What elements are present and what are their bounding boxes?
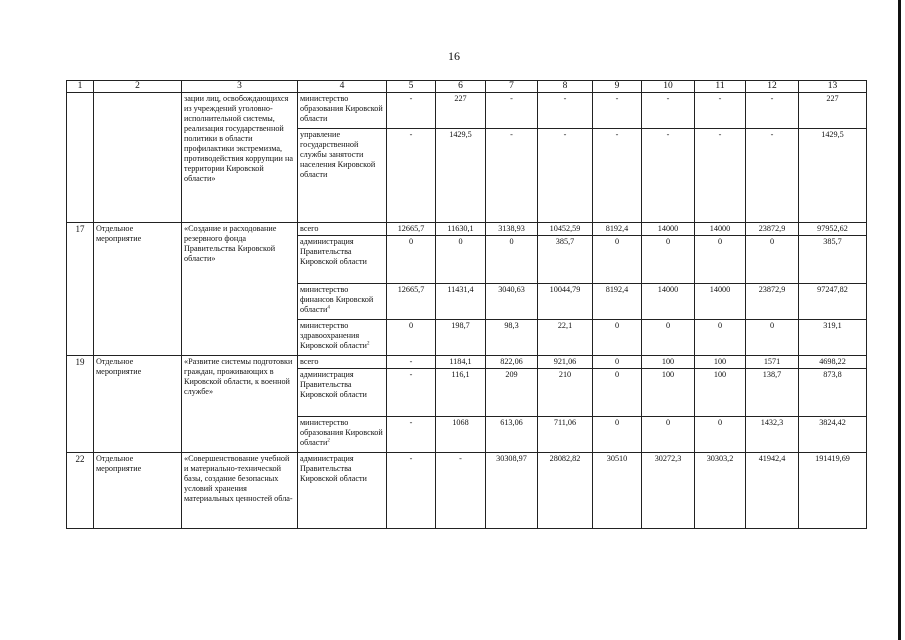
executor-label: управление государственной службы занятости населения Кировской области: [300, 130, 376, 179]
amount-cell: 0: [387, 236, 436, 284]
amount-cell: -: [642, 93, 695, 129]
amount-cell: 100: [642, 356, 695, 369]
amount-cell: 8192,4: [593, 223, 642, 236]
executor-label: всего: [300, 357, 319, 366]
amount-cell: 0: [695, 320, 746, 356]
amount-cell: 14000: [642, 223, 695, 236]
amount-cell: 12665,7: [387, 223, 436, 236]
executor-label: администрация Правительства Кировской области: [300, 370, 367, 399]
event-type-cell: Отдельное мероприятие: [94, 453, 182, 529]
amount-cell: -: [746, 93, 799, 129]
amount-cell: 613,06: [486, 417, 538, 453]
amount-cell: 30308,97: [486, 453, 538, 529]
table-row: [67, 356, 867, 369]
amount-cell: 319,1: [799, 320, 867, 356]
amount-cell: -: [593, 129, 642, 223]
amount-cell: 138,7: [746, 369, 799, 417]
column-header: 7: [486, 81, 538, 93]
amount-cell: -: [387, 369, 436, 417]
executor-cell: [298, 129, 387, 223]
executor-label: министерство образования Кировской области: [300, 94, 383, 123]
executor-label: администрация Правительства Кировской области: [300, 237, 367, 266]
table-row: [67, 223, 867, 236]
amount-cell: 23872,9: [746, 284, 799, 320]
amount-cell: 0: [593, 320, 642, 356]
amount-cell: 0: [593, 236, 642, 284]
amount-cell: 209: [486, 369, 538, 417]
amount-cell: 3138,93: [486, 223, 538, 236]
executor-cell: [298, 320, 387, 356]
amount-cell: 1068: [436, 417, 486, 453]
executor-label: министерство образования Кировской области: [300, 418, 383, 447]
amount-cell: -: [642, 129, 695, 223]
amount-cell: 822,06: [486, 356, 538, 369]
column-header: 4: [298, 81, 387, 93]
amount-cell: -: [538, 93, 593, 129]
executor-cell: [298, 284, 387, 320]
column-header: 8: [538, 81, 593, 93]
event-number-cell: 17: [67, 223, 94, 356]
table-row: [67, 93, 867, 129]
amount-cell: 0: [746, 320, 799, 356]
amount-cell: 30272,3: [642, 453, 695, 529]
amount-cell: 100: [642, 369, 695, 417]
executor-label: министерство здравоохранения Кировской области: [300, 321, 367, 350]
amount-cell: 10044,79: [538, 284, 593, 320]
amount-cell: -: [387, 453, 436, 529]
amount-cell: -: [486, 93, 538, 129]
amount-cell: 0: [436, 236, 486, 284]
executor-cell: [298, 236, 387, 284]
column-header: 2: [94, 81, 182, 93]
amount-cell: 98,3: [486, 320, 538, 356]
amount-cell: 1184,1: [436, 356, 486, 369]
amount-cell: -: [436, 453, 486, 529]
column-number-row: [67, 81, 867, 93]
amount-cell: 3824,42: [799, 417, 867, 453]
executor-label: всего: [300, 224, 319, 233]
amount-cell: -: [387, 417, 436, 453]
amount-cell: -: [387, 356, 436, 369]
amount-cell: -: [695, 93, 746, 129]
amount-cell: 1571: [746, 356, 799, 369]
amount-cell: 0: [695, 417, 746, 453]
table-body: [67, 81, 867, 529]
column-header: 1: [67, 81, 94, 93]
amount-cell: 14000: [642, 284, 695, 320]
column-header: 3: [182, 81, 298, 93]
amount-cell: 100: [695, 369, 746, 417]
event-number-cell: 22: [67, 453, 94, 529]
amount-cell: 210: [538, 369, 593, 417]
amount-cell: 12665,7: [387, 284, 436, 320]
amount-cell: 0: [746, 236, 799, 284]
amount-cell: 11630,1: [436, 223, 486, 236]
event-name-cell: зации лиц, освобождающихся из учреждений уголовно-исполнительной системы, реализация государственной политики в области профилактики экстремизма, противодействия коррупции на территории Кировской области»: [182, 93, 298, 223]
amount-cell: 97952,62: [799, 223, 867, 236]
amount-cell: 0: [642, 236, 695, 284]
amount-cell: 8192,4: [593, 284, 642, 320]
event-name-cell: «Создание и расходование резервного фонда Правительства Кировской области»: [182, 223, 298, 356]
amount-cell: 14000: [695, 223, 746, 236]
executor-cell: [298, 453, 387, 529]
column-header: 6: [436, 81, 486, 93]
executor-cell: [298, 417, 387, 453]
executor-cell: [298, 356, 387, 369]
amount-cell: 97247,82: [799, 284, 867, 320]
amount-cell: 100: [695, 356, 746, 369]
event-number-cell: [67, 93, 94, 223]
amount-cell: 227: [436, 93, 486, 129]
event-number-cell: 19: [67, 356, 94, 453]
amount-cell: 0: [593, 369, 642, 417]
footnote-marker: 2: [366, 341, 370, 347]
amount-cell: 0: [642, 320, 695, 356]
amount-cell: -: [387, 129, 436, 223]
page-edge-bar: [898, 0, 901, 640]
executor-cell: [298, 369, 387, 417]
amount-cell: 30303,2: [695, 453, 746, 529]
amount-cell: 116,1: [436, 369, 486, 417]
amount-cell: 3040,63: [486, 284, 538, 320]
footnote-marker: 2: [327, 438, 330, 444]
amount-cell: -: [593, 93, 642, 129]
column-header: 9: [593, 81, 642, 93]
footnote-marker: 4: [327, 305, 330, 311]
executor-label: министерство финансов Кировской области: [300, 285, 374, 314]
column-header: 5: [387, 81, 436, 93]
amount-cell: 28082,82: [538, 453, 593, 529]
amount-cell: 921,06: [538, 356, 593, 369]
amount-cell: 41942,4: [746, 453, 799, 529]
amount-cell: 22,1: [538, 320, 593, 356]
event-type-cell: Отдельное мероприятие: [94, 356, 182, 453]
amount-cell: 30510: [593, 453, 642, 529]
amount-cell: 23872,9: [746, 223, 799, 236]
amount-cell: 1429,5: [799, 129, 867, 223]
page-number: 16: [448, 49, 460, 63]
event-type-cell: [94, 93, 182, 223]
amount-cell: 0: [593, 417, 642, 453]
column-header: 13: [799, 81, 867, 93]
column-header: 11: [695, 81, 746, 93]
amount-cell: -: [538, 129, 593, 223]
amount-cell: 0: [642, 417, 695, 453]
amount-cell: 191419,69: [799, 453, 867, 529]
amount-cell: 11431,4: [436, 284, 486, 320]
amount-cell: 4698,22: [799, 356, 867, 369]
amount-cell: 227: [799, 93, 867, 129]
event-name-cell: «Развитие системы подготовки граждан, проживающих в Кировской области, к военной службе»: [182, 356, 298, 453]
amount-cell: 0: [387, 320, 436, 356]
amount-cell: -: [746, 129, 799, 223]
amount-cell: 711,06: [538, 417, 593, 453]
amount-cell: 198,7: [436, 320, 486, 356]
amount-cell: -: [695, 129, 746, 223]
amount-cell: 0: [593, 356, 642, 369]
executor-cell: [298, 93, 387, 129]
amount-cell: 385,7: [799, 236, 867, 284]
amount-cell: 873,8: [799, 369, 867, 417]
event-type-cell: Отдельное мероприятие: [94, 223, 182, 356]
executor-cell: [298, 223, 387, 236]
column-header: 10: [642, 81, 695, 93]
amount-cell: -: [387, 93, 436, 129]
amount-cell: 1432,3: [746, 417, 799, 453]
amount-cell: 0: [695, 236, 746, 284]
amount-cell: -: [486, 129, 538, 223]
amount-cell: 10452,59: [538, 223, 593, 236]
amount-cell: 14000: [695, 284, 746, 320]
amount-cell: 0: [486, 236, 538, 284]
event-name-cell: «Совершенствование учебной и материально-технической базы, создание безопасных условий хранения материальных ценностей обла-: [182, 453, 298, 529]
column-header: 12: [746, 81, 799, 93]
amount-cell: 385,7: [538, 236, 593, 284]
budget-table: [66, 80, 867, 529]
amount-cell: 1429,5: [436, 129, 486, 223]
table-row: [67, 453, 867, 529]
executor-label: администрация Правительства Кировской области: [300, 454, 367, 483]
